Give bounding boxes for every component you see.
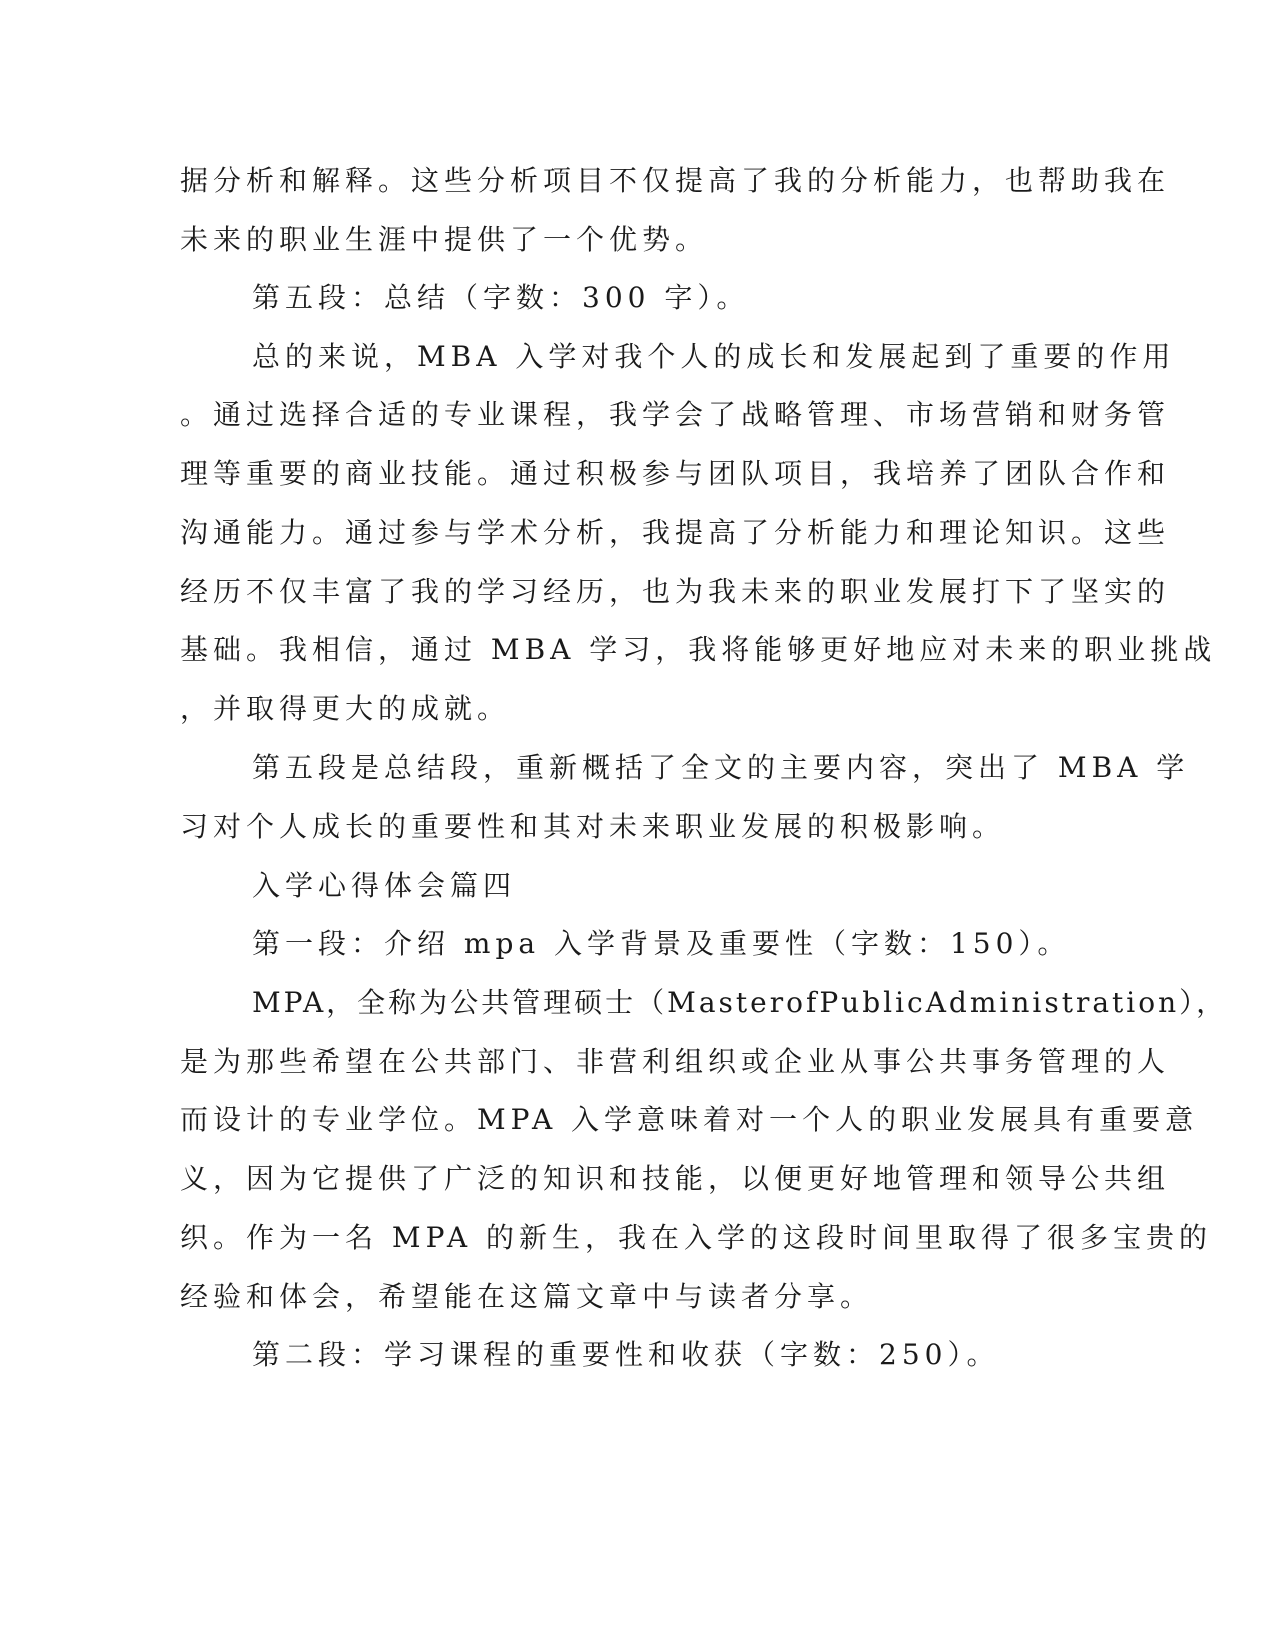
- text-line: 织。作为一名 MPA 的新生，我在入学的这段时间里取得了很多宝贵的: [180, 1221, 1212, 1254]
- text-line: 据分析和解释。这些分析项目不仅提高了我的分析能力，也帮助我在: [180, 164, 1171, 197]
- text-line: 而设计的专业学位。MPA 入学意味着对一个人的职业发展具有重要意: [180, 1103, 1199, 1136]
- text-line: 是为那些希望在公共部门、非营利组织或企业从事公共事务管理的人: [180, 1045, 1171, 1078]
- section-heading: 第一段：介绍 mpa 入学背景及重要性（字数：150）。: [252, 927, 1071, 960]
- section-heading: 第二段：学习课程的重要性和收获（字数：250）。: [252, 1338, 1000, 1371]
- text-line: 。通过选择合适的专业课程，我学会了战略管理、市场营销和财务管: [180, 398, 1171, 431]
- text-line: 第五段是总结段，重新概括了全文的主要内容，突出了 MBA 学: [252, 751, 1190, 784]
- text-line: 经历不仅丰富了我的学习经历，也为我未来的职业发展打下了坚实的: [180, 575, 1171, 608]
- text-line: 基础。我相信，通过 MBA 学习，我将能够更好地应对未来的职业挑战: [180, 633, 1217, 666]
- article-title: 入学心得体会篇四: [252, 869, 517, 902]
- text-line: 总的来说，MBA 入学对我个人的成长和发展起到了重要的作用: [252, 340, 1176, 373]
- text-line: 沟通能力。通过参与学术分析，我提高了分析能力和理论知识。这些: [180, 516, 1171, 549]
- section-heading: 第五段：总结（字数：300 字）。: [252, 281, 750, 314]
- text-line: 理等重要的商业技能。通过积极参与团队项目，我培养了团队合作和: [180, 457, 1171, 490]
- text-line: 习对个人成长的重要性和其对未来职业发展的积极影响。: [180, 810, 1006, 843]
- text-line: ，并取得更大的成就。: [180, 692, 511, 725]
- text-line: 未来的职业生涯中提供了一个优势。: [180, 223, 709, 256]
- text-line: MPA，全称为公共管理硕士（MasterofPublicAdministration），: [252, 986, 1228, 1019]
- text-line: 义，因为它提供了广泛的知识和技能，以便更好地管理和领导公共组: [180, 1162, 1171, 1195]
- text-line: 经验和体会，希望能在这篇文章中与读者分享。: [180, 1280, 874, 1313]
